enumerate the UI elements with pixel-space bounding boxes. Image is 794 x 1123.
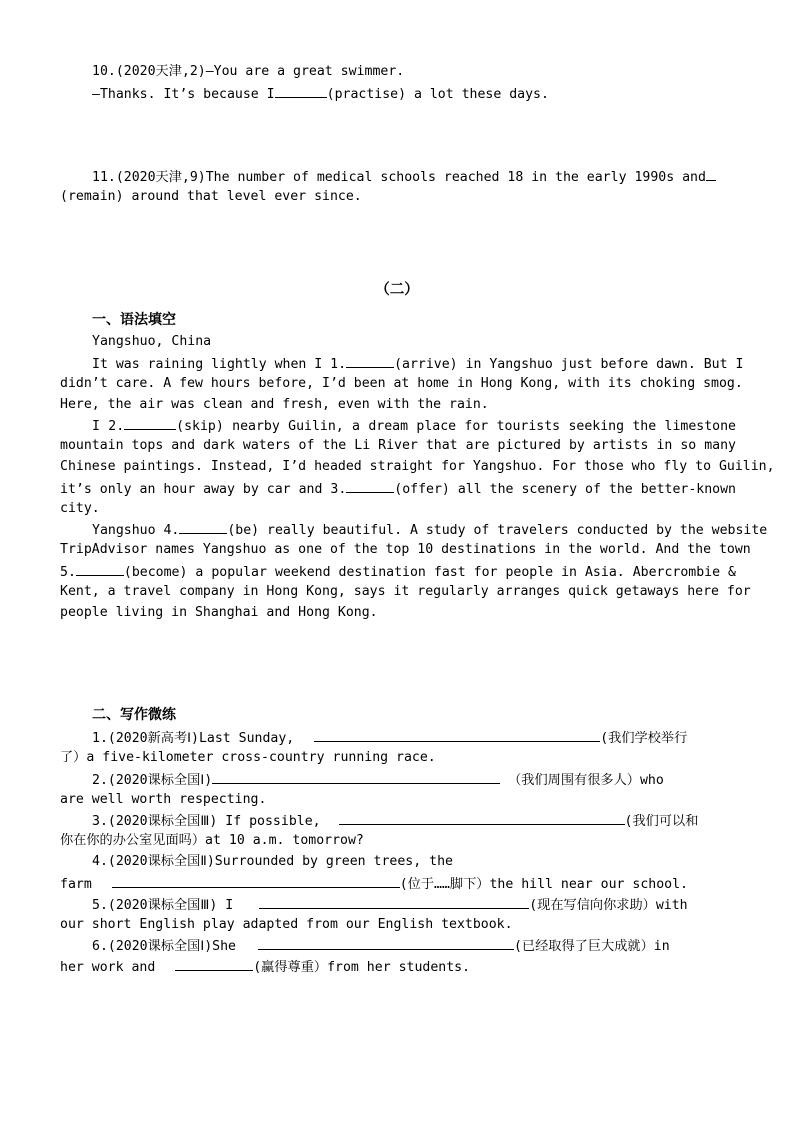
item-text: 2.(2020课标全国Ⅰ) bbox=[92, 773, 213, 788]
item-text: (我们学校举行 bbox=[600, 731, 688, 746]
answer-blank-4[interactable] bbox=[179, 518, 227, 534]
passage-text: (become) a popular weekend destination fast for people in Asia. Abercrombie & bbox=[123, 565, 736, 580]
passage-line bbox=[92, 518, 768, 541]
q10-line1 bbox=[92, 61, 768, 82]
passage-title: Yangshuo, China bbox=[92, 334, 212, 349]
passage-line bbox=[60, 560, 736, 583]
item-text: (现在写信向你求助）with bbox=[529, 898, 688, 913]
item-text: her work and bbox=[60, 960, 156, 975]
passage-text: It was raining lightly when I 1. bbox=[92, 357, 347, 372]
passage-line: people living in Shanghai and Hong Kong. bbox=[60, 605, 378, 620]
writing-item-6-cont bbox=[60, 955, 736, 978]
part1-heading: 一、语法填空 bbox=[92, 312, 176, 328]
answer-blank-5[interactable] bbox=[76, 560, 124, 576]
writing-item-3 bbox=[92, 809, 768, 832]
q10-text-pre: —Thanks. It’s because I bbox=[92, 87, 275, 102]
answer-blank[interactable] bbox=[339, 809, 625, 825]
passage-line: Kent, a travel company in Hong Kong, says it regularly arranges quick getaways here for bbox=[60, 584, 751, 599]
passage-line: Chinese paintings. Instead, I’d headed straight for Yangshuo. For those who fly to Guilin, bbox=[60, 459, 775, 474]
writing-item-2-cont: are well worth respecting. bbox=[60, 792, 267, 807]
item-text: (位于……脚下）the hill near our school. bbox=[399, 877, 688, 892]
answer-blank[interactable] bbox=[314, 726, 600, 742]
q11-text: (remain) around that level ever since. bbox=[60, 189, 362, 204]
writing-item-1 bbox=[92, 726, 768, 749]
writing-item-1-cont: 了）a five-kilometer cross-country running race. bbox=[60, 750, 436, 765]
writing-item-4-cont bbox=[60, 872, 736, 895]
writing-item-6 bbox=[92, 934, 768, 957]
item-text: (我们可以和 bbox=[624, 814, 699, 829]
writing-item-2 bbox=[92, 768, 768, 791]
q11-line2 bbox=[60, 186, 736, 207]
item-text: 6.(2020课标全国Ⅰ)She bbox=[92, 939, 236, 954]
passage-line bbox=[92, 352, 744, 375]
passage-line: didn’t care. A few hours before, I’d been at home in Hong Kong, with its choking smog. bbox=[60, 376, 743, 391]
passage-line: mountain tops and dark waters of the Li River that are pictured by artists in so many bbox=[60, 438, 736, 453]
answer-blank[interactable] bbox=[112, 872, 400, 888]
passage-text: (skip) nearby Guilin, a dream place for tourists seeking the limestone bbox=[176, 419, 736, 434]
answer-blank[interactable] bbox=[175, 955, 253, 971]
passage-text: it’s only an hour away by car and 3. bbox=[60, 482, 347, 497]
passage-line bbox=[92, 414, 736, 437]
item-text: 5.(2020课标全国Ⅲ) I bbox=[92, 898, 234, 913]
answer-blank-2[interactable] bbox=[124, 414, 176, 430]
part2-heading: 二、写作微练 bbox=[92, 707, 176, 723]
answer-blank[interactable] bbox=[706, 165, 716, 181]
passage-line: TripAdvisor names Yangshuo as one of the top 10 destinations in the world. And the town bbox=[60, 542, 751, 557]
passage-line: Here, the air was clean and fresh, even with the rain. bbox=[60, 397, 489, 412]
passage-text: 5. bbox=[60, 565, 76, 580]
item-text: 1.(2020新高考Ⅰ)Last Sunday, bbox=[92, 731, 295, 746]
passage-text: (be) really beautiful. A study of travelers conducted by the website bbox=[227, 523, 768, 538]
passage-text: (arrive) in Yangshuo just before dawn. But I bbox=[394, 357, 744, 372]
answer-blank[interactable] bbox=[212, 768, 500, 784]
answer-blank-1[interactable] bbox=[346, 352, 394, 368]
item-text: （我们周围有很多人）who bbox=[508, 773, 664, 788]
q10-text: 10.(2020天津,2)—You are a great swimmer. bbox=[92, 64, 405, 79]
writing-item-4: 4.(2020课标全国Ⅱ)Surrounded by green trees, the bbox=[92, 854, 453, 869]
q11-text-pre: 11.(2020天津,9)The number of medical schools reached 18 in the early 1990s and bbox=[92, 170, 706, 185]
passage-text: Yangshuo 4. bbox=[92, 523, 180, 538]
item-text: farm bbox=[60, 877, 92, 892]
passage-text: (offer) all the scenery of the better-known bbox=[394, 482, 736, 497]
q10-line2 bbox=[92, 82, 768, 105]
answer-blank-3[interactable] bbox=[346, 477, 394, 493]
q10-text-post: (practise) a lot these days. bbox=[326, 87, 549, 102]
writing-item-5-cont: our short English play adapted from our English textbook. bbox=[60, 917, 513, 932]
answer-blank[interactable] bbox=[275, 82, 327, 98]
passage-line: city. bbox=[60, 501, 100, 516]
q11-line1 bbox=[92, 165, 768, 188]
passage-text: I 2. bbox=[92, 419, 125, 434]
writing-item-3-cont: 你在你的办公室见面吗）at 10 a.m. tomorrow? bbox=[60, 833, 364, 848]
section-title: （二） bbox=[375, 281, 419, 298]
passage-line bbox=[60, 477, 736, 500]
item-text: (赢得尊重）from her students. bbox=[253, 960, 471, 975]
answer-blank[interactable] bbox=[258, 934, 514, 950]
writing-item-5 bbox=[92, 893, 768, 916]
item-text: 3.(2020课标全国Ⅲ) If possible, bbox=[92, 814, 321, 829]
answer-blank[interactable] bbox=[259, 893, 529, 909]
item-text: (已经取得了巨大成就）in bbox=[513, 939, 670, 954]
